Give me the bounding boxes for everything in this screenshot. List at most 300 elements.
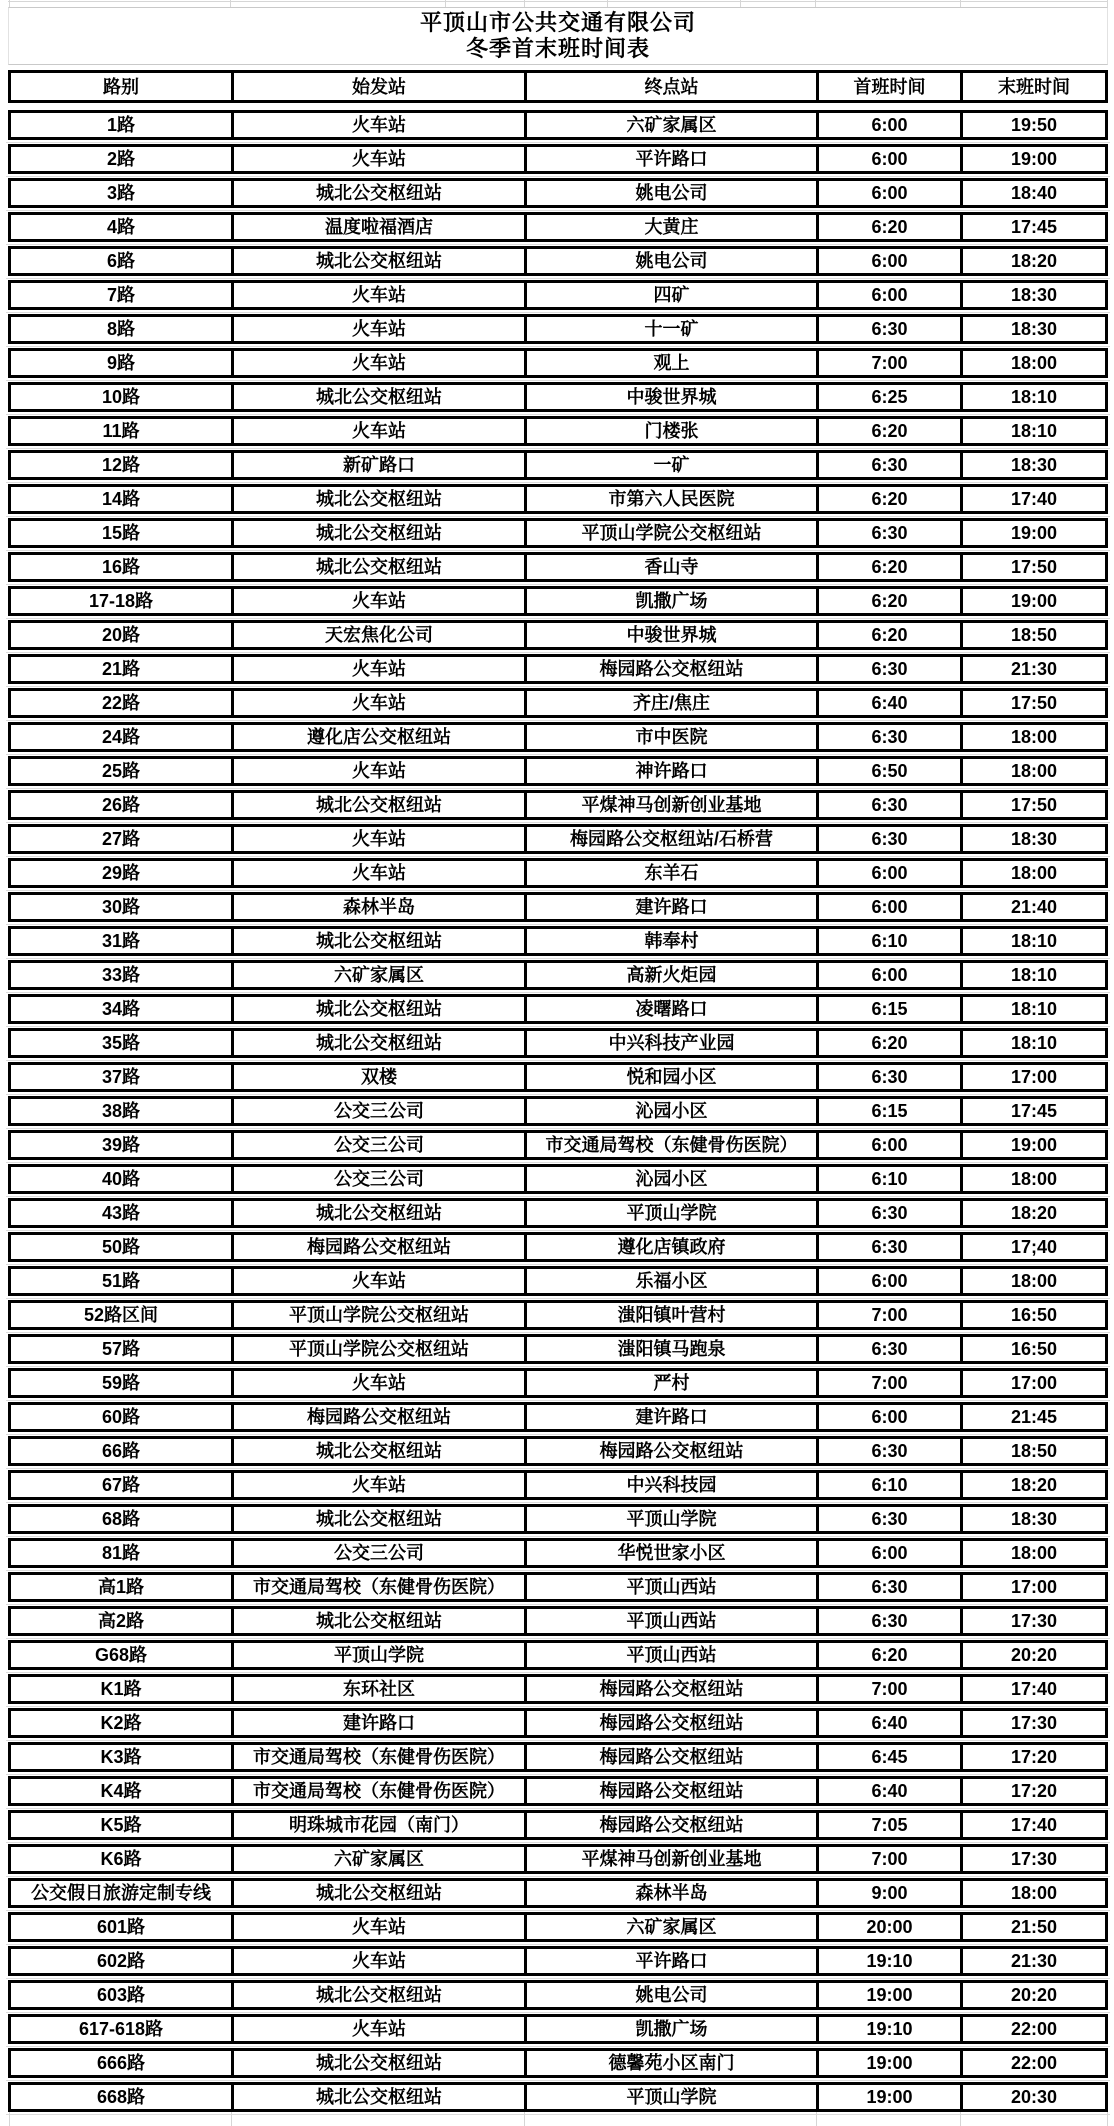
cell-route: 15路 — [101, 523, 141, 543]
cell-destination: 市中医院 — [524, 725, 816, 749]
table-row-box — [8, 212, 1108, 242]
cell-route: 67路 — [101, 1475, 141, 1495]
cell-last-time: 18:20 — [960, 1473, 1105, 1497]
table-row-box — [8, 858, 1108, 888]
cell-destination: 平许路口 — [524, 1949, 816, 1973]
table-row-box — [8, 1062, 1108, 1092]
cell-destination: 平顶山学院 — [524, 2085, 816, 2109]
cell-origin: 平顶山学院公交枢纽站 — [231, 1303, 524, 1327]
table-row-box — [8, 1232, 1108, 1262]
cell-destination: 六矿家属区 — [524, 1915, 816, 1939]
cell-origin: 城北公交枢纽站 — [231, 997, 524, 1021]
cell-last-time: 17;40 — [960, 1235, 1105, 1259]
table-row-box — [8, 1436, 1108, 1466]
cell-destination: 姚电公司 — [524, 249, 816, 273]
cell-first-time: 6:30 — [816, 657, 960, 681]
cell-route: 31路 — [101, 931, 141, 951]
schedule-subtitle: 冬季首末班时间表 — [465, 36, 650, 61]
table-row — [0, 1470, 1114, 1504]
cell-first-time: 6:30 — [816, 793, 960, 817]
cell-first-time: 20:00 — [816, 1915, 960, 1939]
cell-first-time: 6:20 — [816, 555, 960, 579]
table-row — [0, 688, 1114, 722]
cell-first-time: 7:00 — [816, 351, 960, 375]
cell-last-time: 22:00 — [960, 2017, 1105, 2041]
cell-origin: 梅园路公交枢纽站 — [231, 1405, 524, 1429]
table-row-box — [8, 1096, 1108, 1126]
table-row-box — [8, 1470, 1108, 1500]
table-row — [0, 1878, 1114, 1912]
cell-route: 21路 — [101, 659, 141, 679]
table-row-box — [8, 994, 1108, 1024]
cell-origin: 公交三公司 — [231, 1099, 524, 1123]
cell-last-time: 21:30 — [960, 657, 1105, 681]
table-row — [0, 416, 1114, 450]
cell-first-time: 6:15 — [816, 1099, 960, 1123]
header-route: 路别 — [103, 76, 139, 97]
cell-destination: 平顶山西站 — [524, 1575, 816, 1599]
table-row-box — [8, 1504, 1108, 1534]
table-row — [0, 1640, 1114, 1674]
table-row-box — [8, 2014, 1108, 2044]
cell-destination: 平顶山学院 — [524, 1507, 816, 1531]
table-row — [0, 756, 1114, 790]
cell-route: 17-18路 — [88, 591, 154, 611]
cell-last-time: 21:40 — [960, 895, 1105, 919]
cell-destination: 平顶山学院公交枢纽站 — [524, 521, 816, 545]
cell-route: 601路 — [96, 1917, 146, 1937]
cell-last-time: 18:00 — [960, 351, 1105, 375]
cell-route: 27路 — [101, 829, 141, 849]
cell-last-time: 21:50 — [960, 1915, 1105, 1939]
cell-route: 81路 — [101, 1543, 141, 1563]
cell-origin: 平顶山学院 — [231, 1643, 524, 1667]
table-row — [0, 722, 1114, 756]
cell-destination: 大黄庄 — [524, 215, 816, 239]
cell-destination: 中骏世界城 — [524, 623, 816, 647]
cell-route: 16路 — [101, 557, 141, 577]
table-row-box — [8, 314, 1108, 344]
table-row — [0, 450, 1114, 484]
table-row-box — [8, 1810, 1108, 1840]
cell-last-time: 17:30 — [960, 1609, 1105, 1633]
cell-first-time: 6:10 — [816, 1167, 960, 1191]
cell-last-time: 18:00 — [960, 1269, 1105, 1293]
table-row — [0, 1538, 1114, 1572]
cell-origin: 城北公交枢纽站 — [231, 793, 524, 817]
table-row — [0, 586, 1114, 620]
cell-destination: 齐庄/焦庄 — [524, 691, 816, 715]
table-row — [0, 552, 1114, 586]
table-row-box — [8, 1266, 1108, 1296]
table-row-box — [8, 1606, 1108, 1636]
cell-destination: 乐福小区 — [524, 1269, 816, 1293]
cell-route: 40路 — [101, 1169, 141, 1189]
cell-origin: 双楼 — [231, 1065, 524, 1089]
cell-last-time: 17:30 — [960, 1847, 1105, 1871]
cell-last-time: 18:20 — [960, 1201, 1105, 1225]
cell-destination: 韩奉村 — [524, 929, 816, 953]
cell-last-time: 18:10 — [960, 997, 1105, 1021]
cell-first-time: 19:10 — [816, 2017, 960, 2041]
cell-destination: 凯撒广场 — [524, 589, 816, 613]
cell-route: 51路 — [101, 1271, 141, 1291]
cell-origin: 公交三公司 — [231, 1133, 524, 1157]
cell-first-time: 6:00 — [816, 861, 960, 885]
cell-origin: 火车站 — [231, 1949, 524, 1973]
table-row — [0, 994, 1114, 1028]
cell-route: 1路 — [106, 115, 135, 135]
cell-route: 68路 — [101, 1509, 141, 1529]
cell-last-time: 17:20 — [960, 1745, 1105, 1769]
cell-last-time: 18:20 — [960, 249, 1105, 273]
cell-origin: 市交通局驾校（东健骨伤医院） — [231, 1745, 524, 1769]
cell-origin: 建许路口 — [231, 1711, 524, 1735]
cell-first-time: 6:15 — [816, 997, 960, 1021]
cell-origin: 火车站 — [231, 759, 524, 783]
table-row-box — [8, 1028, 1108, 1058]
cell-last-time: 18:00 — [960, 759, 1105, 783]
cell-last-time: 17:00 — [960, 1065, 1105, 1089]
cell-last-time: 19:00 — [960, 1133, 1105, 1157]
cell-origin: 平顶山学院公交枢纽站 — [231, 1337, 524, 1361]
cell-destination: 平顶山西站 — [524, 1643, 816, 1667]
cell-last-time: 19:00 — [960, 521, 1105, 545]
table-row-box — [8, 178, 1108, 208]
cell-first-time: 6:30 — [816, 1337, 960, 1361]
cell-first-time: 7:00 — [816, 1677, 960, 1701]
cell-origin: 城北公交枢纽站 — [231, 249, 524, 273]
cell-route: 3路 — [106, 183, 135, 203]
cell-first-time: 6:30 — [816, 1507, 960, 1531]
cell-destination: 梅园路公交枢纽站 — [524, 1745, 816, 1769]
cell-first-time: 19:00 — [816, 2085, 960, 2109]
cell-origin: 城北公交枢纽站 — [231, 2085, 524, 2109]
cell-route: 9路 — [106, 353, 135, 373]
cell-first-time: 6:00 — [816, 283, 960, 307]
cell-first-time: 6:00 — [816, 895, 960, 919]
cell-destination: 门楼张 — [524, 419, 816, 443]
table-row-box — [8, 382, 1108, 412]
cell-last-time: 18:10 — [960, 963, 1105, 987]
cell-route: K5路 — [100, 1815, 142, 1835]
cell-destination: 梅园路公交枢纽站 — [524, 657, 816, 681]
table-row — [0, 1742, 1114, 1776]
table-row-box — [8, 1708, 1108, 1738]
table-row — [0, 1946, 1114, 1980]
cell-last-time: 18:50 — [960, 1439, 1105, 1463]
table-row-box — [8, 144, 1108, 174]
cell-first-time: 7:05 — [816, 1813, 960, 1837]
cell-last-time: 17:20 — [960, 1779, 1105, 1803]
cell-route: 666路 — [96, 2053, 146, 2073]
cell-origin: 城北公交枢纽站 — [231, 385, 524, 409]
cell-route: K2路 — [100, 1713, 142, 1733]
cell-first-time: 6:25 — [816, 385, 960, 409]
cell-origin: 火车站 — [231, 113, 524, 137]
table-row — [0, 1980, 1114, 2014]
cell-last-time: 18:10 — [960, 929, 1105, 953]
cell-first-time: 6:00 — [816, 249, 960, 273]
table-row-box — [8, 1198, 1108, 1228]
cell-origin: 城北公交枢纽站 — [231, 1881, 524, 1905]
cell-last-time: 18:30 — [960, 1507, 1105, 1531]
cell-first-time: 6:30 — [816, 1439, 960, 1463]
cell-last-time: 18:00 — [960, 1167, 1105, 1191]
table-row — [0, 1198, 1114, 1232]
cell-origin: 公交三公司 — [231, 1167, 524, 1191]
cell-origin: 六矿家属区 — [231, 1847, 524, 1871]
cell-last-time: 21:30 — [960, 1949, 1105, 1973]
cell-first-time: 6:30 — [816, 1201, 960, 1225]
cell-first-time: 19:00 — [816, 2051, 960, 2075]
cell-route: 11路 — [102, 421, 140, 441]
cell-first-time: 9:00 — [816, 1881, 960, 1905]
cell-destination: 悦和园小区 — [524, 1065, 816, 1089]
table-title-block — [8, 7, 1108, 65]
cell-route: 14路 — [101, 489, 141, 509]
cell-first-time: 6:00 — [816, 181, 960, 205]
cell-last-time: 18:30 — [960, 317, 1105, 341]
cell-destination: 滍阳镇叶营村 — [524, 1303, 816, 1327]
spreadsheet-bottom-gridlines — [0, 2112, 1114, 2126]
table-row-box — [8, 620, 1108, 650]
table-row — [0, 960, 1114, 994]
table-row — [0, 1368, 1114, 1402]
cell-origin: 公交三公司 — [231, 1541, 524, 1565]
table-row-box — [8, 722, 1108, 752]
cell-route: 603路 — [96, 1985, 146, 2005]
cell-destination: 凌曙路口 — [524, 997, 816, 1021]
table-header-row — [8, 70, 1108, 103]
cell-destination: 高新火炬园 — [524, 963, 816, 987]
cell-route: 高2路 — [97, 1611, 144, 1631]
cell-route: 25路 — [101, 761, 141, 781]
cell-origin: 温度啦福酒店 — [231, 215, 524, 239]
cell-route: 30路 — [101, 897, 141, 917]
cell-last-time: 18:10 — [960, 419, 1105, 443]
cell-route: 22路 — [101, 693, 141, 713]
table-row — [0, 892, 1114, 926]
table-row — [0, 2082, 1114, 2116]
cell-destination: 梅园路公交枢纽站 — [524, 1439, 816, 1463]
cell-last-time: 20:20 — [960, 1643, 1105, 1667]
cell-origin: 火车站 — [231, 1371, 524, 1395]
cell-first-time: 6:30 — [816, 725, 960, 749]
table-row — [0, 620, 1114, 654]
cell-origin: 城北公交枢纽站 — [231, 181, 524, 205]
cell-origin: 火车站 — [231, 351, 524, 375]
table-row — [0, 1674, 1114, 1708]
cell-route: 668路 — [96, 2087, 146, 2107]
cell-first-time: 6:30 — [816, 1235, 960, 1259]
table-row-box — [8, 348, 1108, 378]
cell-route: G68路 — [94, 1645, 148, 1665]
cell-route: 2路 — [106, 149, 135, 169]
cell-last-time: 18:00 — [960, 1541, 1105, 1565]
table-row — [0, 1708, 1114, 1742]
cell-origin: 城北公交枢纽站 — [231, 555, 524, 579]
table-row-box — [8, 416, 1108, 446]
table-row-box — [8, 790, 1108, 820]
table-row — [0, 518, 1114, 552]
cell-first-time: 6:20 — [816, 487, 960, 511]
cell-origin: 六矿家属区 — [231, 963, 524, 987]
cell-last-time: 18:30 — [960, 827, 1105, 851]
cell-origin: 火车站 — [231, 827, 524, 851]
table-row — [0, 1300, 1114, 1334]
table-row — [0, 1572, 1114, 1606]
cell-first-time: 6:30 — [816, 1575, 960, 1599]
cell-origin: 城北公交枢纽站 — [231, 487, 524, 511]
cell-first-time: 6:00 — [816, 1269, 960, 1293]
cell-first-time: 6:20 — [816, 1643, 960, 1667]
cell-last-time: 20:30 — [960, 2085, 1105, 2109]
table-row-box — [8, 1946, 1108, 1976]
cell-route: K6路 — [100, 1849, 142, 1869]
cell-first-time: 6:30 — [816, 521, 960, 545]
cell-destination: 观上 — [524, 351, 816, 375]
cell-route: 38路 — [101, 1101, 141, 1121]
table-row — [0, 1028, 1114, 1062]
cell-destination: 神许路口 — [524, 759, 816, 783]
cell-route: 35路 — [101, 1033, 141, 1053]
cell-route: 7路 — [106, 285, 135, 305]
cell-route: 617-618路 — [78, 2019, 164, 2039]
cell-first-time: 19:00 — [816, 1983, 960, 2007]
cell-route: 24路 — [101, 727, 141, 747]
cell-route: 26路 — [101, 795, 141, 815]
cell-origin: 火车站 — [231, 419, 524, 443]
cell-first-time: 6:30 — [816, 317, 960, 341]
cell-origin: 明珠城市花园（南门） — [231, 1813, 524, 1837]
cell-destination: 中兴科技产业园 — [524, 1031, 816, 1055]
table-row — [0, 1810, 1114, 1844]
table-row-box — [8, 654, 1108, 684]
cell-last-time: 22:00 — [960, 2051, 1105, 2075]
cell-origin: 天宏焦化公司 — [231, 623, 524, 647]
table-row-box — [8, 1334, 1108, 1364]
table-row — [0, 382, 1114, 416]
table-row-box — [8, 246, 1108, 276]
table-row-box — [8, 1742, 1108, 1772]
cell-origin: 城北公交枢纽站 — [231, 1031, 524, 1055]
table-row — [0, 1096, 1114, 1130]
cell-origin: 城北公交枢纽站 — [231, 1439, 524, 1463]
cell-route: 8路 — [106, 319, 135, 339]
cell-route: 39路 — [101, 1135, 141, 1155]
cell-last-time: 18:40 — [960, 181, 1105, 205]
cell-origin: 火车站 — [231, 589, 524, 613]
cell-last-time: 17:00 — [960, 1371, 1105, 1395]
cell-route: 59路 — [101, 1373, 141, 1393]
cell-origin: 新矿路口 — [231, 453, 524, 477]
table-row — [0, 484, 1114, 518]
table-row — [0, 178, 1114, 212]
cell-route: 公交假日旅游定制专线 — [31, 1883, 211, 1903]
schedule-rows — [0, 110, 1114, 2116]
cell-destination: 中骏世界城 — [524, 385, 816, 409]
cell-origin: 遵化店公交枢纽站 — [231, 725, 524, 749]
table-row — [0, 1776, 1114, 1810]
cell-origin: 城北公交枢纽站 — [231, 521, 524, 545]
cell-destination: 平煤神马创新创业基地 — [524, 1847, 816, 1871]
table-row — [0, 1130, 1114, 1164]
cell-first-time: 7:00 — [816, 1303, 960, 1327]
cell-first-time: 19:10 — [816, 1949, 960, 1973]
cell-first-time: 6:45 — [816, 1745, 960, 1769]
cell-destination: 市交通局驾校（东健骨伤医院） — [524, 1133, 816, 1157]
cell-first-time: 6:20 — [816, 1031, 960, 1055]
cell-destination: 六矿家属区 — [524, 113, 816, 137]
cell-destination: 十一矿 — [524, 317, 816, 341]
cell-destination: 凯撒广场 — [524, 2017, 816, 2041]
table-row-box — [8, 892, 1108, 922]
cell-destination: 建许路口 — [524, 1405, 816, 1429]
cell-first-time: 6:40 — [816, 1779, 960, 1803]
table-row — [0, 790, 1114, 824]
cell-first-time: 6:40 — [816, 691, 960, 715]
cell-last-time: 16:50 — [960, 1337, 1105, 1361]
table-row-box — [8, 1164, 1108, 1194]
cell-origin: 城北公交枢纽站 — [231, 1201, 524, 1225]
table-row-box — [8, 518, 1108, 548]
header-destination: 终点站 — [524, 73, 816, 100]
cell-last-time: 17:40 — [960, 1813, 1105, 1837]
cell-route: 33路 — [101, 965, 141, 985]
cell-route: 52路区间 — [83, 1305, 159, 1325]
table-row — [0, 926, 1114, 960]
table-row — [0, 1164, 1114, 1198]
cell-origin: 火车站 — [231, 691, 524, 715]
table-row-box — [8, 1878, 1108, 1908]
cell-destination: 建许路口 — [524, 895, 816, 919]
table-row-box — [8, 450, 1108, 480]
cell-first-time: 6:20 — [816, 623, 960, 647]
cell-last-time: 17:50 — [960, 793, 1105, 817]
cell-destination: 中兴科技园 — [524, 1473, 816, 1497]
cell-route: K1路 — [100, 1679, 142, 1699]
cell-last-time: 17:50 — [960, 691, 1105, 715]
cell-first-time: 6:40 — [816, 1711, 960, 1735]
table-row — [0, 824, 1114, 858]
table-row-box — [8, 2048, 1108, 2078]
cell-origin: 市交通局驾校（东健骨伤医院） — [231, 1575, 524, 1599]
cell-destination: 沁园小区 — [524, 1167, 816, 1191]
table-row — [0, 212, 1114, 246]
cell-destination: 遵化店镇政府 — [524, 1235, 816, 1259]
cell-route: 29路 — [101, 863, 141, 883]
cell-route: 12路 — [101, 455, 141, 475]
table-row-box — [8, 1776, 1108, 1806]
table-row — [0, 1844, 1114, 1878]
cell-origin: 城北公交枢纽站 — [231, 929, 524, 953]
cell-destination: 华悦世家小区 — [524, 1541, 816, 1565]
table-row-box — [8, 1368, 1108, 1398]
table-row-box — [8, 688, 1108, 718]
cell-origin: 火车站 — [231, 147, 524, 171]
cell-first-time: 7:00 — [816, 1371, 960, 1395]
cell-destination: 滍阳镇马跑泉 — [524, 1337, 816, 1361]
table-row — [0, 1402, 1114, 1436]
cell-first-time: 6:20 — [816, 215, 960, 239]
cell-last-time: 17:40 — [960, 1677, 1105, 1701]
cell-first-time: 6:10 — [816, 929, 960, 953]
table-row — [0, 1504, 1114, 1538]
table-row-box — [8, 1980, 1108, 2010]
header-last-time: 末班时间 — [960, 73, 1105, 100]
cell-origin: 火车站 — [231, 1473, 524, 1497]
